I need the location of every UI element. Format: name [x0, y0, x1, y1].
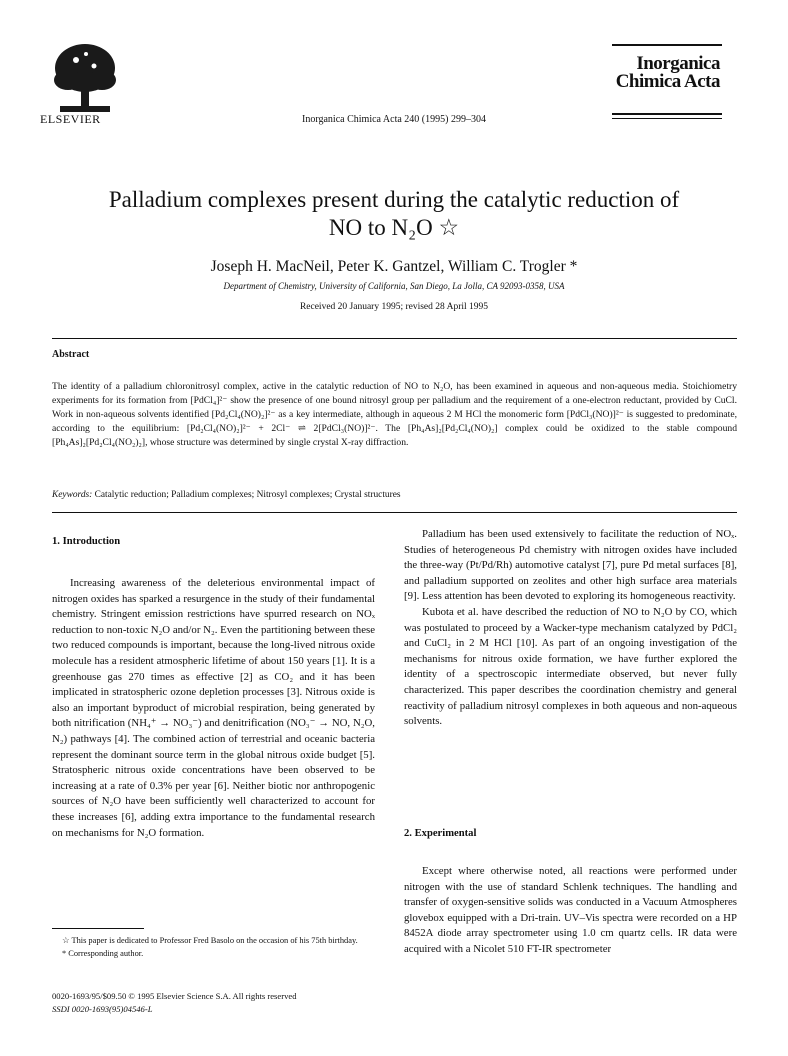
copyright-block [52, 990, 382, 1016]
footnotes [52, 934, 377, 960]
received-dates: Received 20 January 1995; revised 28 April 1995 [299, 302, 489, 312]
journal-citation: Inorganica Chimica Acta 240 (1995) 299–304 [302, 114, 486, 125]
experimental-paragraph [404, 864, 737, 958]
title-line-1: Palladium complexes present during the catalytic reduction of [108, 187, 680, 212]
keywords-label: Keywords: [52, 490, 93, 500]
right-column-top [404, 527, 737, 730]
journal-logo [600, 55, 720, 91]
abstract-bottom-rule [52, 512, 737, 513]
author-list: Joseph H. MacNeil, Peter K. Gantzel, William C. Trogler * [210, 258, 578, 275]
header-rule-top [612, 44, 722, 46]
right-paragraph-2: Kubota et al. have described the reduction of NO to N₂O by CO, which was postulated to proceed by a Wacker-type mechanism catalyzed by PdCl₂ and CuCl₂ in 2 M HCl [10]. As part of an ongoing investigation of the mechanisms for nitrous oxide formation, we have further explored the identity of a spectroscopic intermediate observed, but never fully characterized. This paper describes the coordination chemistry and general reactivity of palladium nitrosyl complexes in both aqueous and non-aqueous solvents. [404, 605, 737, 728]
abstract-top-rule [52, 338, 737, 339]
journal-logo-line1: Inorganica [636, 53, 720, 74]
experimental-paragraph-text: Except where otherwise noted, all reactions were performed under nitrogen with the use of standard Schlenk techniques. The handling and transfer of oxygen-sensitive solids was conducted in a Vacuum Atmospheres glovebox equipped with a Dri-train. UV–Vis spectra were recorded on a HP 8452A diode array spectrometer using 1.0 cm quartz cells. IR data were acquired with a Nicolet 510 FT-IR spectrometer [404, 865, 737, 955]
affiliation: Department of Chemistry, University of California, San Diego, La Jolla, CA 92093-0358, USA [223, 281, 565, 291]
elsevier-tree-logo [50, 40, 120, 115]
article-title [60, 186, 728, 242]
footnote-corresponding: * Corresponding author. [62, 949, 144, 958]
publisher-name: ELSEVIER [40, 112, 101, 126]
copyright-line: 0020-1693/95/$09.50 © 1995 Elsevier Science S.A. All rights reserved [52, 991, 297, 1001]
keywords-text: Catalytic reduction; Palladium complexes; Nitrosyl complexes; Crystal structures [94, 490, 401, 500]
header-rule-bottom [612, 113, 722, 115]
section-heading-introduction: 1. Introduction [52, 536, 121, 547]
footnote-rule [52, 928, 144, 929]
abstract-heading: Abstract [52, 349, 90, 360]
ssdi-line: SSDI 0020-1693(95)04546-L [52, 1004, 153, 1014]
journal-logo-line2: Chimica Acta [615, 71, 720, 92]
title-line-2: NO to N₂O ☆ [328, 215, 460, 240]
abstract-text: The identity of a palladium chloronitrosyl complex, active in the catalytic reduction of NO to N₂O, has been examined in aqueous and non-aqueous media. Stoichiometry experiments for its formation from [PdCl₄]²⁻ show the presence of one bound nitrosyl group per palladium and the requirement of a one-electron reductant, provided by CuCl. Work in non-aqueous solvents identified [Pd₂Cl₄(NO)₂]²⁻ as a key intermediate, although in aqueous 2 M HCl the monomeric form [PdCl₃(NO)]²⁻ is suggested to predominate, according to the equilibrium: [Pd₂Cl₄(NO)₂]²⁻ + 2Cl⁻ ⇌ 2[PdCl₃(NO)]²⁻. The [Ph₄As]₂[Pd₂Cl₄(NO)₂] complex could be oxidized to the stable compound [Ph₄As]₂[Pd₂Cl₄(NO₂)₂], whose structure was determined by single crystal X-ray diffraction. [52, 381, 737, 449]
introduction-paragraph [52, 576, 375, 841]
header-rule-bottom-thin [612, 118, 722, 119]
intro-paragraph-text: Increasing awareness of the deleterious environmental impact of nitrogen oxides has sparked a resurgence in the study of their fundamental chemistry. Stringent emission restrictions have spurred research on NOₓ reduction to non-toxic N₂O and/or N₂. Even the partitioning between these two reduced compounds is important, because the long-lived nitrous oxide molecule has a resident atmospheric lifetime of about 150 years [1]. It is a greenhouse gas 270 times as effective [2] as CO₂ and it has been implicated in stratospheric ozone depletion processes [3]. Nitrous oxide is also an important byproduct of microbial respiration, being generated by both nitrification (NH₄⁺ → NO₃⁻) and denitrification (NO₃⁻ → NO, N₂O, N₂) pathways [4]. The combined action of terrestrial and oceanic bacteria represent the dominant source term in the global nitrous oxide budget [5]. Stratospheric nitrous oxide concentrations have been observed to be increasing at a rate of 0.3% per year [6]. Neither biotic nor anthropogenic sources of N₂O have been sufficiently well characterized to account for these increases [6], adding extra importance to the fundamental research on mechanisms for N₂O formation. [52, 577, 375, 839]
footnote-dedication: ☆ This paper is dedicated to Professor Fred Basolo on the occasion of his 75th birthday. [62, 936, 358, 945]
keywords-line [52, 490, 401, 500]
right-paragraph-1: Palladium has been used extensively to facilitate the reduction of NOₓ. Studies of heterogeneous Pd chemistry with nitrogen oxides have included the three-way (Pt/Pd/Rh) automotive catalyst [7], pure Pd metal surfaces [8], and palladium supported on zeolites and other high surface area materials [9]. Less attention has been devoted to exploring its homogeneous reactivity. [404, 528, 737, 603]
section-heading-experimental: 2. Experimental [404, 828, 477, 839]
